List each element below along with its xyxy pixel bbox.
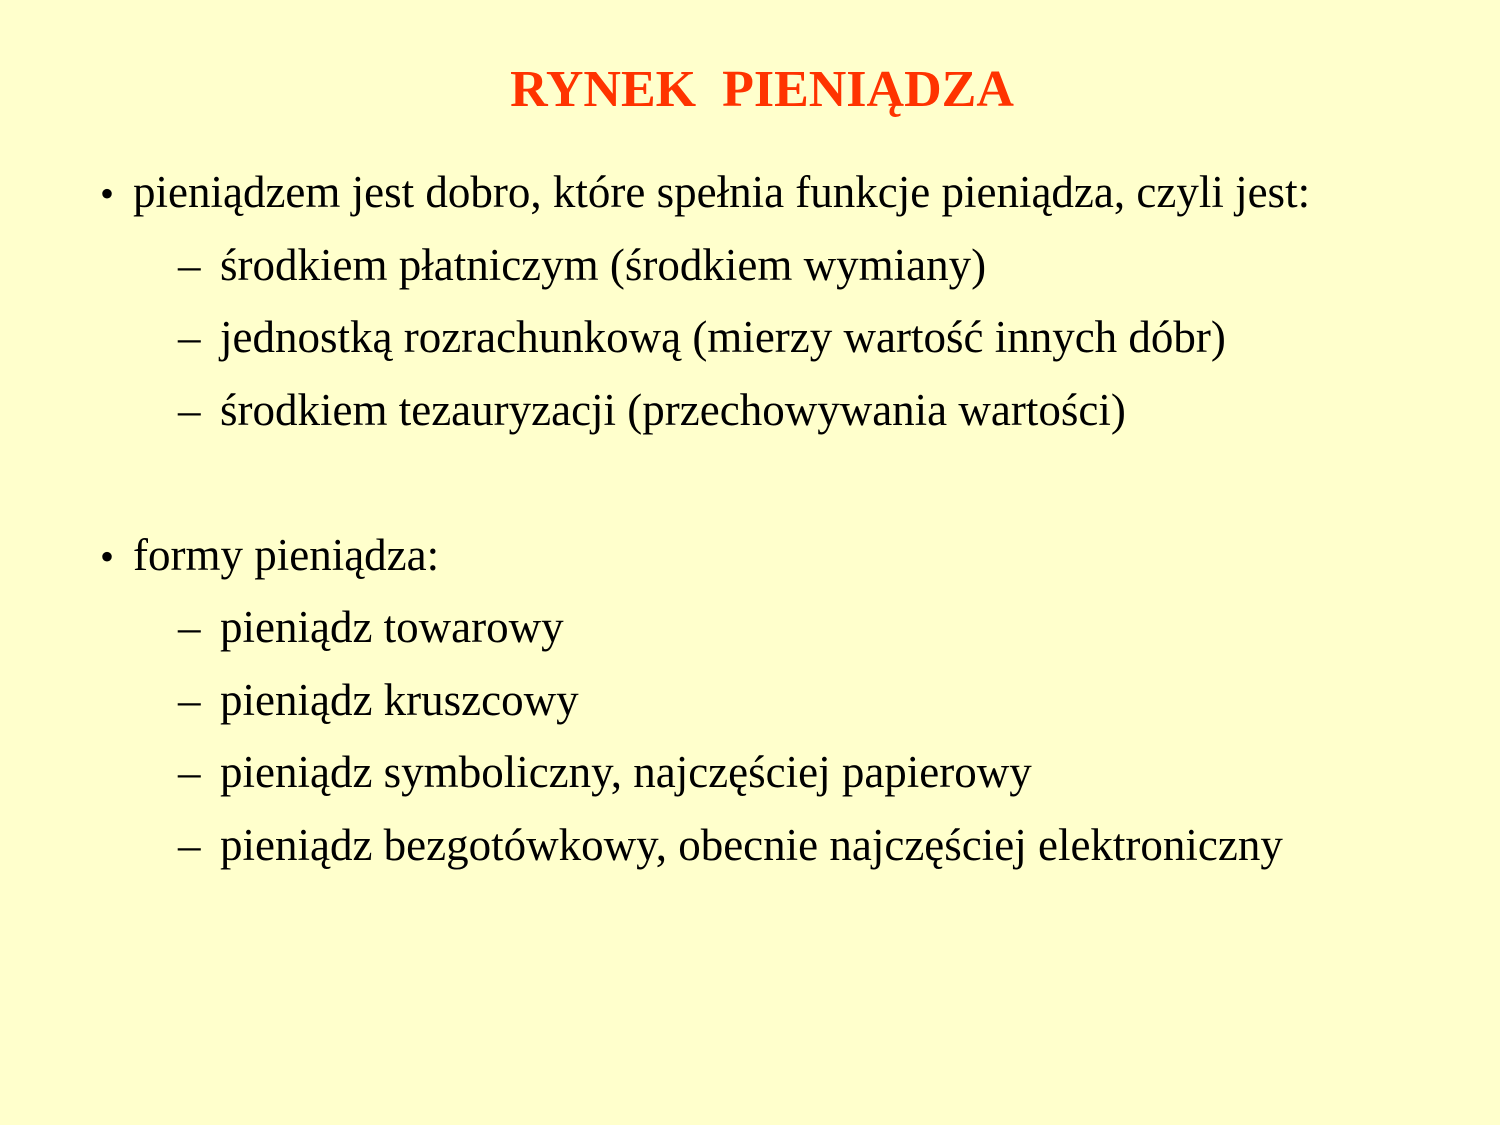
sub-item-text: pieniądz symboliczny, najczęściej papierowy <box>220 747 1032 797</box>
bullet-dot-icon: • <box>100 534 115 579</box>
sub-item-text: środkiem płatniczym (środkiem wymiany) <box>220 240 987 290</box>
sub-item <box>178 382 1126 438</box>
sub-item <box>178 237 986 293</box>
dash-icon: – <box>178 675 201 725</box>
bullet-dot-icon: • <box>100 171 115 216</box>
dash-icon: – <box>178 820 201 870</box>
dash-icon: – <box>178 747 201 797</box>
bullet-item <box>100 164 1310 222</box>
sub-item-text: pieniądz bezgotówkowy, obecnie najczęściej elektroniczny <box>220 820 1283 870</box>
sub-item-text: pieniądz towarowy <box>220 602 564 652</box>
bullet-text: pieniądzem jest dobro, które spełnia funkcje pieniądza, czyli jest: <box>133 167 1311 217</box>
sub-item-text: jednostką rozrachunkową (mierzy wartość innych dóbr) <box>220 312 1226 362</box>
sub-item-text: środkiem tezauryzacji (przechowywania wartości) <box>220 385 1126 435</box>
dash-icon: – <box>178 312 201 362</box>
dash-icon: – <box>178 602 201 652</box>
dash-icon: – <box>178 385 201 435</box>
sub-item <box>178 744 1032 800</box>
sub-item <box>178 817 1283 873</box>
sub-item <box>178 672 579 728</box>
sub-item <box>178 599 564 655</box>
bullet-text: formy pieniądza: <box>133 530 440 580</box>
bullet-item <box>100 527 439 585</box>
sub-item <box>178 309 1226 365</box>
sub-item-text: pieniądz kruszcowy <box>220 675 579 725</box>
slide-title: RYNEK PIENIĄDZA <box>510 61 1014 118</box>
dash-icon: – <box>178 240 201 290</box>
